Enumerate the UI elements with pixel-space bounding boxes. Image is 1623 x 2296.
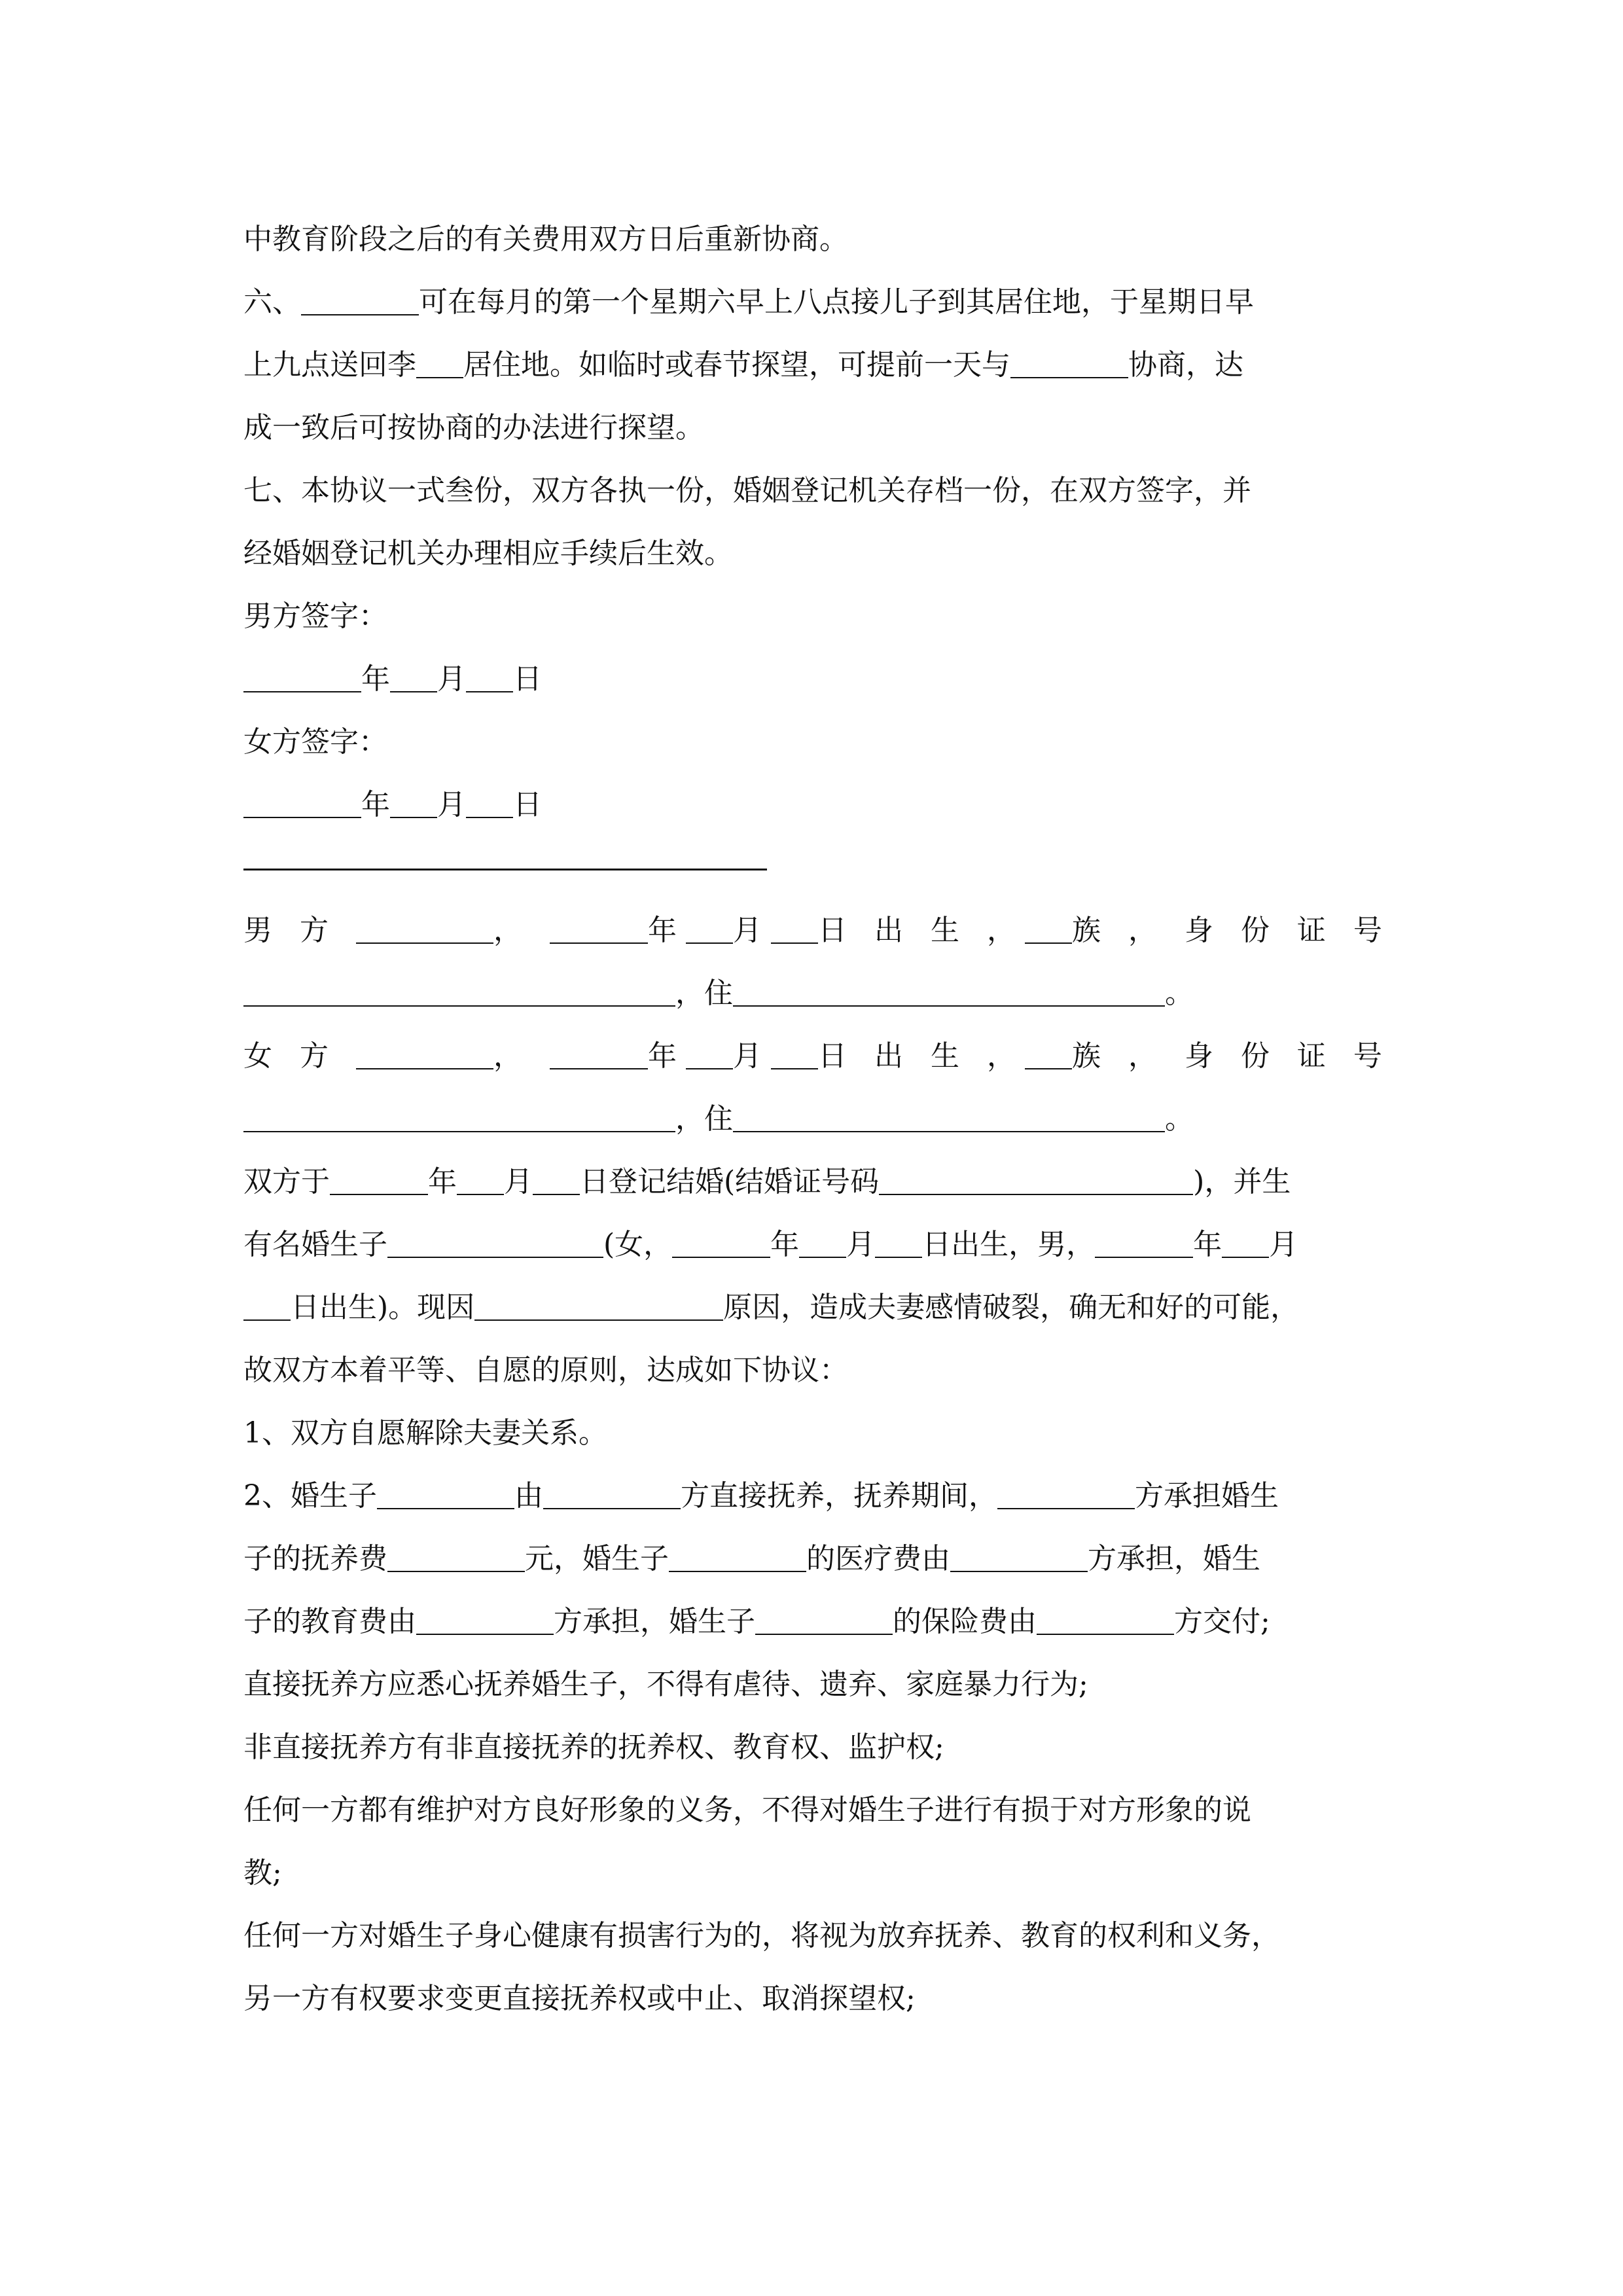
- fill-blank[interactable]: [755, 1605, 893, 1635]
- text-fragment: 日 出 生 ，: [818, 1039, 1025, 1073]
- text-line: 成一致后可按协商的办法进行探望。: [243, 411, 704, 444]
- text-fragment: ，: [493, 914, 531, 947]
- text-fragment: 男 方: [243, 914, 338, 947]
- year-blank[interactable]: [243, 662, 361, 692]
- male-signature-label: 男方签字：: [243, 600, 387, 633]
- text-fragment: 。: [1165, 1102, 1194, 1136]
- text-fragment: 子的抚养费: [243, 1542, 387, 1575]
- text-line: 经婚姻登记机关办理相应手续后生效。: [243, 537, 733, 570]
- text-fragment: 方承担，婚生子: [554, 1605, 755, 1638]
- text-line: 直接抚养方应悉心抚养婚生子，不得有虐待、遗弃、家庭暴力行为;: [243, 1668, 1088, 1701]
- text-fragment: 上九点送回李: [243, 348, 416, 382]
- month-blank[interactable]: [390, 662, 437, 692]
- year-blank[interactable]: [243, 788, 361, 818]
- text-fragment: 。: [1165, 977, 1194, 1010]
- text-fragment: 年: [648, 1039, 686, 1073]
- text-fragment: 居住地。如临时或春节探望，可提前一天与: [463, 348, 1010, 382]
- reason-blank[interactable]: [474, 1291, 723, 1321]
- fill-blank[interactable]: [950, 1542, 1088, 1572]
- text-line: 任何一方都有维护对方良好形象的义务，不得对婚生子进行有损于对方形象的说: [243, 1793, 1251, 1827]
- female-id-address-line: [243, 1088, 1387, 1151]
- month-blank[interactable]: [686, 1039, 733, 1069]
- month-label: 月: [437, 788, 466, 821]
- year-label: 年: [361, 662, 390, 696]
- month-blank[interactable]: [799, 1228, 846, 1258]
- fill-blank[interactable]: [416, 1605, 554, 1635]
- day-blank[interactable]: [533, 1165, 580, 1195]
- text-fragment: 方承担婚生: [1135, 1479, 1279, 1513]
- year-blank[interactable]: [330, 1165, 428, 1195]
- text-line: 故双方本着平等、自愿的原则，达成如下协议：: [243, 1354, 848, 1387]
- clause-2: [243, 1465, 1387, 1528]
- ethnicity-blank[interactable]: [1025, 914, 1072, 944]
- ethnicity-blank[interactable]: [1025, 1039, 1072, 1069]
- text-fragment: 月: [1269, 1228, 1298, 1261]
- text-line: [243, 334, 1387, 397]
- day-blank[interactable]: [466, 788, 513, 818]
- text-fragment: 元，婚生子: [525, 1542, 669, 1575]
- text-fragment: 月: [846, 1228, 876, 1261]
- male-info-line: [243, 899, 1391, 962]
- text-fragment: 年: [648, 914, 686, 947]
- text-fragment: 日出生，男，: [922, 1228, 1096, 1261]
- text-fragment: 年: [428, 1165, 457, 1198]
- text-fragment: 年: [1193, 1228, 1222, 1261]
- text-fragment: 双方于: [243, 1165, 330, 1198]
- text-fragment: 月: [733, 914, 771, 947]
- text-fragment: 2、婚生子: [243, 1479, 377, 1513]
- year-blank[interactable]: [550, 1039, 648, 1069]
- text-fragment: 方交付;: [1174, 1605, 1270, 1638]
- children-line: [243, 1213, 1387, 1276]
- text-fragment: 方承担，婚生: [1088, 1542, 1260, 1575]
- year-label: 年: [361, 788, 390, 821]
- year-blank[interactable]: [672, 1228, 770, 1258]
- text-fragment: 方直接抚养，抚养期间，: [681, 1479, 997, 1513]
- child-name-blank[interactable]: [387, 1228, 603, 1258]
- text-line: 七、本协议一式叁份，双方各执一份，婚姻登记机关存档一份，在双方签字，并: [243, 474, 1251, 507]
- text-fragment: 的保险费由: [893, 1605, 1037, 1638]
- fill-blank[interactable]: [301, 285, 419, 315]
- text-fragment: ，住: [675, 1102, 733, 1136]
- fill-blank[interactable]: [543, 1479, 681, 1509]
- section-divider: [243, 836, 1387, 899]
- id-number-blank[interactable]: [243, 977, 675, 1007]
- month-label: 月: [437, 662, 466, 696]
- text-fragment: 协商，达: [1128, 348, 1243, 382]
- text-line: 教;: [243, 1856, 282, 1890]
- text-fragment: 女 方: [243, 1039, 338, 1073]
- text-fragment: ，住: [675, 977, 733, 1010]
- text-fragment: 族 ， 身 份 证 号: [1071, 914, 1391, 947]
- text-fragment: (女，: [603, 1228, 673, 1261]
- id-number-blank[interactable]: [243, 1102, 675, 1132]
- text-line: 中教育阶段之后的有关费用双方日后重新协商。: [243, 223, 848, 256]
- fill-blank[interactable]: [997, 1479, 1135, 1509]
- year-blank[interactable]: [1095, 1228, 1193, 1258]
- text-fragment: 日 出 生 ，: [818, 914, 1025, 947]
- fill-blank[interactable]: [669, 1542, 806, 1572]
- text-line: 另一方有权要求变更直接抚养权或中止、取消探望权;: [243, 1982, 916, 2015]
- address-blank[interactable]: [733, 1102, 1165, 1132]
- text-fragment: 月: [733, 1039, 771, 1073]
- fill-blank[interactable]: [1010, 348, 1128, 378]
- month-blank[interactable]: [1222, 1228, 1269, 1258]
- reason-line: [243, 1276, 1387, 1339]
- text-line: [243, 1590, 1387, 1653]
- text-line: 任何一方对婚生子身心健康有损害行为的，将视为放弃抚养、教育的权利和义务，: [243, 1919, 1280, 1952]
- text-fragment: 年: [770, 1228, 800, 1261]
- text-line: [243, 1528, 1387, 1590]
- text-fragment: ，: [493, 1039, 531, 1073]
- female-signature-date: [243, 774, 1387, 836]
- fill-blank[interactable]: [377, 1479, 514, 1509]
- text-line: [243, 271, 1387, 334]
- fill-blank[interactable]: [1037, 1605, 1174, 1635]
- text-fragment: 由: [514, 1479, 543, 1513]
- female-info-line: [243, 1025, 1391, 1088]
- name-blank[interactable]: [356, 1039, 493, 1069]
- month-blank[interactable]: [686, 914, 733, 944]
- text-fragment: 日出生)。现因: [291, 1291, 475, 1324]
- month-blank[interactable]: [390, 788, 437, 818]
- divider-line: [243, 869, 767, 870]
- text-line: 非直接抚养方有非直接抚养的抚养权、教育权、监护权;: [243, 1731, 944, 1764]
- text-fragment: 有名婚生子: [243, 1228, 387, 1261]
- day-label: 日: [513, 788, 542, 821]
- female-signature-label: 女方签字：: [243, 725, 387, 759]
- text-fragment: 子的教育费由: [243, 1605, 416, 1638]
- day-blank[interactable]: [771, 914, 818, 944]
- day-blank[interactable]: [243, 1291, 291, 1321]
- amount-blank[interactable]: [387, 1542, 525, 1572]
- clause-1: 1、双方自愿解除夫妻关系。: [243, 1416, 607, 1450]
- address-blank[interactable]: [733, 977, 1165, 1007]
- male-id-address-line: [243, 962, 1387, 1025]
- text-fragment: 可在每月的第一个星期六早上八点接儿子到其居住地，于星期日早: [419, 285, 1254, 319]
- text-fragment: )，并生: [1193, 1165, 1291, 1198]
- certificate-number-blank[interactable]: [879, 1165, 1193, 1195]
- text-fragment: 月: [504, 1165, 533, 1198]
- text-fragment: 族 ， 身 份 证 号: [1071, 1039, 1391, 1073]
- male-signature-date: [243, 648, 1387, 711]
- text-fragment: 的医疗费由: [806, 1542, 950, 1575]
- day-blank[interactable]: [466, 662, 513, 692]
- day-label: 日: [513, 662, 542, 696]
- day-blank[interactable]: [771, 1039, 818, 1069]
- text-fragment: 六、: [243, 285, 301, 319]
- year-blank[interactable]: [550, 914, 648, 944]
- day-blank[interactable]: [875, 1228, 922, 1258]
- fill-blank[interactable]: [416, 348, 463, 378]
- text-fragment: 日登记结婚(结婚证号码: [580, 1165, 880, 1198]
- marriage-registration-line: [243, 1151, 1387, 1213]
- text-fragment: 原因，造成夫妻感情破裂，确无和好的可能，: [723, 1291, 1300, 1324]
- document-page: [243, 208, 1391, 2030]
- month-blank[interactable]: [457, 1165, 504, 1195]
- name-blank[interactable]: [356, 914, 493, 944]
